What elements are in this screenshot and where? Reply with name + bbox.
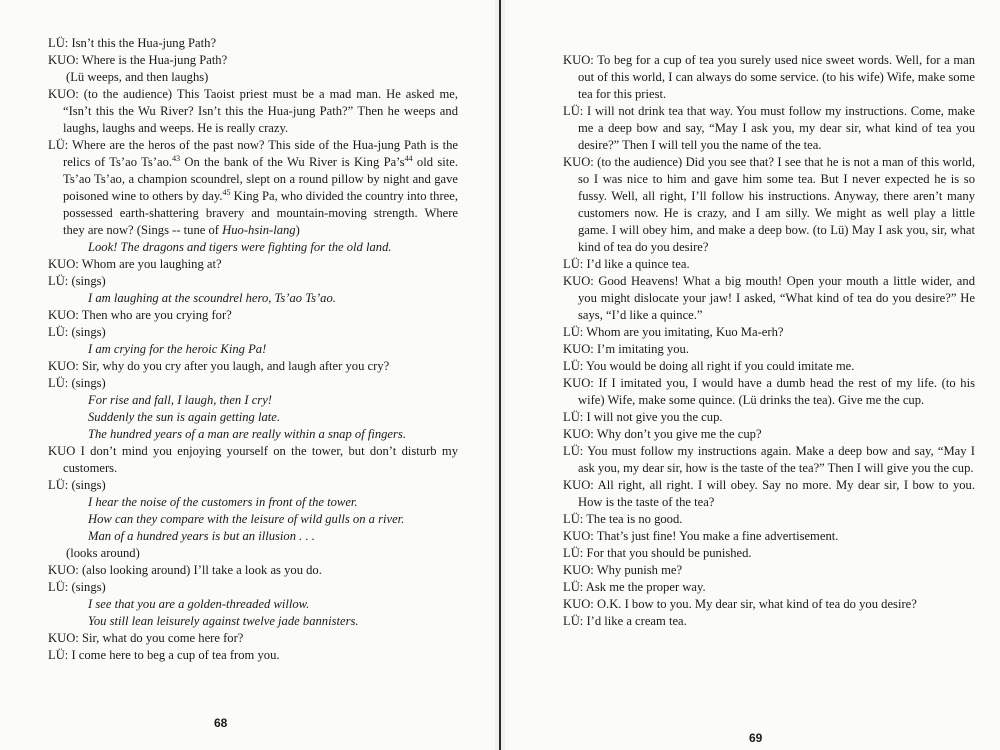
dialogue-text: (to the audience) This Taoist priest must be a mad man. He asked me, “Isn’t this the Wu River? Isn’t this the Hua-jung Path?” Then he weeps and laughs, laughs and weeps. He is really crazy. (63, 87, 458, 135)
page-number-left: 68 (214, 716, 228, 730)
speaker-name: LÜ: (563, 580, 584, 594)
dialogue-line (563, 358, 975, 375)
speaker-name: KUO: (563, 478, 594, 492)
dialogue-text: That’s just fine! You make a fine advertisement. (596, 529, 839, 543)
dialogue-text: old site. Ts’ao Ts’ao, a champion scoundrel, slept on a round pillow by night and gave poisoned wine to others by day. (63, 155, 458, 203)
dialogue-text: (sings) (71, 376, 106, 390)
left-page (0, 0, 495, 750)
dialogue-line (563, 562, 975, 579)
speaker-name: LÜ: (563, 359, 584, 373)
verse-line: Suddenly the sun is again getting late. (88, 410, 281, 424)
dialogue-text: Why don’t you give me the cup? (596, 427, 762, 441)
speaker-name: KUO: (563, 376, 594, 390)
dialogue-text: Why punish me? (596, 563, 683, 577)
speaker-name: LÜ: (563, 104, 584, 118)
speaker-name: LÜ: (563, 410, 584, 424)
speaker-name: LÜ: (48, 274, 69, 288)
right-page (505, 0, 1000, 750)
speaker-name: KUO: (48, 53, 79, 67)
speaker-name: LÜ: (48, 138, 69, 152)
dialogue-text: Whom are you imitating, Kuo Ma-erh? (586, 325, 784, 339)
verse-line: For rise and fall, I laugh, then I cry! (88, 393, 272, 407)
dialogue-line (48, 86, 458, 137)
dialogue-text: King Pa, who divided the country into three, possessed earth-shattering bravery and mountain-moving strength. Where they are now? (Sings -- tune of (63, 189, 458, 237)
tune-name: Huo-hsin-lang (222, 223, 296, 237)
dialogue-line (563, 409, 975, 426)
footnote-marker: 43 (172, 153, 181, 163)
verse-line: I am crying for the heroic King Pa! (88, 342, 267, 356)
dialogue-line (48, 375, 458, 392)
dialogue-text: Then who are you crying for? (81, 308, 232, 322)
dialogue-text: I’d like a cream tea. (586, 614, 687, 628)
dialogue-text: All right, all right. I will obey. Say no more. My dear sir, I bow to you. How is the taste of the tea? (578, 478, 975, 509)
gutter-fold-line (499, 0, 501, 750)
dialogue-text: I will not give you the cup. (586, 410, 723, 424)
dialogue-text: I come here to beg a cup of tea from you. (71, 648, 280, 662)
dialogue-text: (sings) (71, 325, 106, 339)
dialogue-text: Ask me the proper way. (585, 580, 706, 594)
dialogue-line (48, 477, 458, 494)
dialogue-line (48, 358, 458, 375)
dialogue-line (563, 324, 975, 341)
speaker-name: KUO: (563, 342, 594, 356)
verse-line: The hundred years of a man are really within a snap of fingers. (88, 427, 406, 441)
dialogue-text: (sings) (71, 274, 106, 288)
speaker-name: KUO: (48, 563, 79, 577)
dialogue-text: I’m imitating you. (596, 342, 689, 356)
speaker-name: KUO: (563, 427, 594, 441)
dialogue-text: Sir, why do you cry after you laugh, and laugh after you cry? (81, 359, 390, 373)
speaker-name: LÜ: (48, 376, 69, 390)
speaker-name: LÜ: (48, 478, 69, 492)
speaker-name: LÜ: (48, 580, 69, 594)
speaker-name: KUO: (563, 53, 594, 67)
speaker-name: LÜ: (563, 325, 584, 339)
dialogue-text: ) (295, 223, 300, 237)
dialogue-text: Sir, what do you come here for? (81, 631, 244, 645)
dialogue-line (563, 528, 975, 545)
speaker-name: KUO: (48, 631, 79, 645)
dialogue-text: I’d like a quince tea. (586, 257, 690, 271)
speaker-name: KUO (48, 444, 76, 458)
dialogue-text: For that you should be punished. (586, 546, 752, 560)
dialogue-line (48, 137, 458, 239)
speaker-name: KUO: (563, 597, 594, 611)
right-page-text (563, 52, 975, 630)
speaker-name: KUO: (563, 563, 594, 577)
dialogue-line (563, 375, 975, 409)
dialogue-text: The tea is no good. (586, 512, 683, 526)
dialogue-text: O.K. I bow to you. My dear sir, what kind of tea do you desire? (596, 597, 917, 611)
dialogue-line (563, 154, 975, 256)
dialogue-line (563, 613, 975, 630)
dialogue-line (48, 562, 458, 579)
dialogue-line (563, 273, 975, 324)
speaker-name: LÜ: (563, 512, 584, 526)
dialogue-line (48, 256, 458, 273)
speaker-name: LÜ: (563, 257, 584, 271)
dialogue-line (563, 596, 975, 613)
dialogue-line (48, 443, 458, 477)
speaker-name: LÜ: (563, 444, 584, 458)
dialogue-line (48, 307, 458, 324)
speaker-name: LÜ: (48, 36, 69, 50)
left-page-text (48, 35, 458, 664)
dialogue-line (48, 647, 458, 664)
dialogue-text: To beg for a cup of tea you surely used nice sweet words. Well, for a man out of this world, I can always do some service. (to his wife) Wife, make some tea for this priest. (578, 53, 975, 101)
dialogue-text: You would be doing all right if you could imitate me. (585, 359, 855, 373)
dialogue-text: Good Heavens! What a big mouth! Open your mouth a little wider, and you might dislocate your jaw! I asked, “What kind of tea do you desire?” He says, “I’d like a quince.” (578, 274, 975, 322)
speaker-name: KUO: (563, 274, 594, 288)
verse-line: Look! The dragons and tigers were fighting for the old land. (88, 240, 392, 254)
dialogue-line (563, 443, 975, 477)
verse-line: You still lean leisurely against twelve jade bannisters. (88, 614, 359, 628)
dialogue-line (563, 256, 975, 273)
page-number-right: 69 (749, 731, 763, 745)
dialogue-line (563, 511, 975, 528)
verse-line: I am laughing at the scoundrel hero, Ts’ao Ts’ao. (88, 291, 336, 305)
dialogue-text: I don’t mind you enjoying yourself on the tower, but don’t disturb my customers. (63, 444, 458, 475)
dialogue-line (48, 579, 458, 596)
dialogue-text: Where are the heros of the past now? This side of the Hua-jung Path is the relics of Ts’ao Ts’ao. (63, 138, 459, 169)
speaker-name: KUO: (563, 155, 594, 169)
dialogue-text: (sings) (71, 478, 106, 492)
footnote-marker: 45 (222, 187, 231, 197)
dialogue-text: Isn’t this the Hua-jung Path? (71, 36, 217, 50)
dialogue-line (563, 341, 975, 358)
dialogue-text: Where is the Hua-jung Path? (81, 53, 228, 67)
dialogue-text: (to the audience) Did you see that? I see that he is not a man of this world, so I was nice to him and gave him some tea. But I never expected he is so fussy. Well, all right, I’ll follow his instructions. Anyway, there aren’t many customers now. He is crazy, and I am silly. We might as well play a little game. I will obey him, and make a deep bow. (to Lü) May I ask you, sir, what kind of tea do you desire? (578, 155, 976, 254)
dialogue-text: If I imitated you, I would have a dumb head the rest of my life. (to his wife) Wife, make some quince. (Lü drinks the tea). Give me the cup. (578, 376, 975, 407)
dialogue-text: On the bank of the Wu River is King Pa’s (180, 155, 405, 169)
stage-direction: (looks around) (66, 546, 140, 560)
dialogue-line (48, 630, 458, 647)
dialogue-line (48, 324, 458, 341)
speaker-name: KUO: (48, 308, 79, 322)
dialogue-text: (sings) (71, 580, 106, 594)
dialogue-text: Whom are you laughing at? (81, 257, 222, 271)
dialogue-line (563, 426, 975, 443)
dialogue-text: You must follow my instructions again. Make a deep bow and say, “May I ask you, my dear sir, how is the taste of the tea?” Then I will give you the cup. (578, 444, 975, 475)
dialogue-line (563, 579, 975, 596)
speaker-name: KUO: (48, 87, 79, 101)
stage-direction: (Lü weeps, and then laughs) (66, 70, 209, 84)
dialogue-line (48, 52, 458, 69)
verse-line: How can they compare with the leisure of wild gulls on a river. (88, 512, 405, 526)
dialogue-text: I will not drink tea that way. You must follow my instructions. Come, make me a deep bow and say, “May I ask you, my dear sir, what kind of tea you desire?” Then I will tell you the name of the tea. (578, 104, 975, 152)
dialogue-line (563, 477, 975, 511)
verse-line: I see that you are a golden-threaded willow. (88, 597, 310, 611)
verse-line: I hear the noise of the customers in front of the tower. (88, 495, 358, 509)
speaker-name: LÜ: (48, 648, 69, 662)
dialogue-line (48, 273, 458, 290)
dialogue-line (48, 35, 458, 52)
dialogue-line (563, 52, 975, 103)
speaker-name: KUO: (563, 529, 594, 543)
speaker-name: LÜ: (48, 325, 69, 339)
verse-line: Man of a hundred years is but an illusion . . . (88, 529, 315, 543)
dialogue-line (563, 545, 975, 562)
speaker-name: KUO: (48, 359, 79, 373)
footnote-marker: 44 (404, 153, 413, 163)
speaker-name: LÜ: (563, 546, 584, 560)
dialogue-text: (also looking around) I’ll take a look as you do. (81, 563, 322, 577)
speaker-name: LÜ: (563, 614, 584, 628)
speaker-name: KUO: (48, 257, 79, 271)
dialogue-line (563, 103, 975, 154)
